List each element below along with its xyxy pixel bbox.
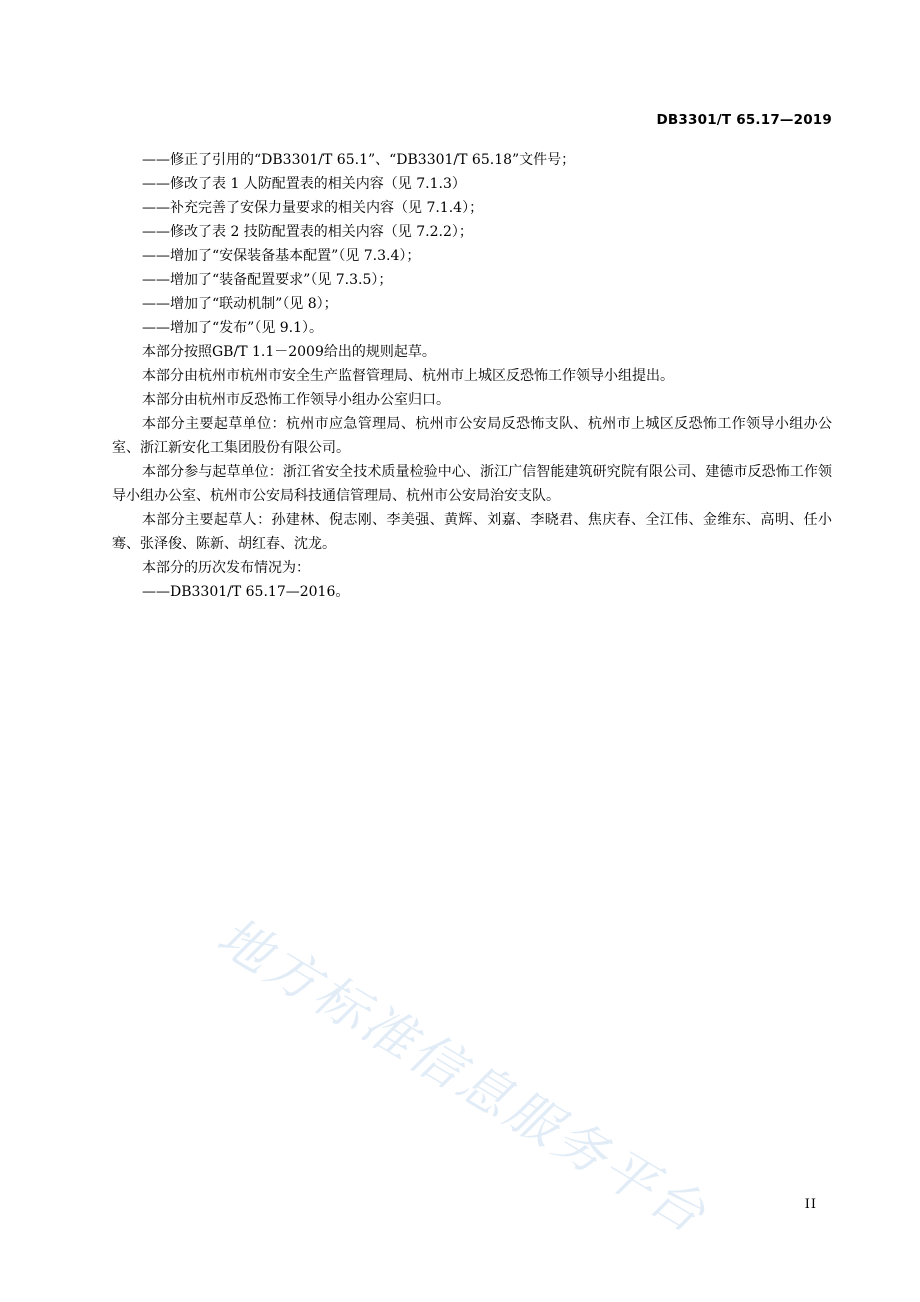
proposer-paragraph: 本部分由杭州市杭州市安全生产监督管理局、杭州市上城区反恐怖工作领导小组提出。 (142, 368, 674, 384)
watermark-text: 地方标准信息服务平台 (206, 906, 718, 1247)
change-item: ——修正了引用的“DB3301/T 65.1”、“DB3301/T 65.18”文件号； (142, 152, 576, 168)
change-item: ——增加了“装备配置要求”（见 7.3.5）； (142, 272, 393, 288)
change-item: ——增加了“发布”（见 9.1）。 (142, 320, 324, 336)
change-item: ——增加了“安保装备基本配置”（见 7.3.4）； (142, 248, 421, 264)
change-item: ——增加了“联动机制”（见 8）； (142, 296, 338, 312)
page-number: II (804, 1197, 817, 1212)
change-item: ——补充完善了安保力量要求的相关内容（见 7.1.4）； (142, 200, 484, 216)
document-code-header: DB3301/T 65.17—2019 (656, 112, 832, 128)
foreword-content (112, 148, 832, 604)
main-drafting-units-paragraph: 本部分主要起草单位：杭州市应急管理局、杭州市公安局反恐怖支队、杭州市上城区反恐怖工作领导小组办公室、浙江新安化工集团股份有限公司。 (112, 416, 832, 456)
main-drafters-paragraph: 本部分主要起草人：孙建林、倪志刚、李美强、黄辉、刘嘉、李晓君、焦庆春、全江伟、金维东、高明、任小骞、张泽俊、陈新、胡红春、沈龙。 (112, 512, 832, 552)
participating-units-paragraph: 本部分参与起草单位：浙江省安全技术质量检验中心、浙江广信智能建筑研究院有限公司、建德市反恐怖工作领导小组办公室、杭州市公安局科技通信管理局、杭州市公安局治安支队。 (112, 464, 832, 504)
change-item: ——修改了表 2 技防配置表的相关内容（见 7.2.2）； (142, 224, 473, 240)
history-item: ——DB3301/T 65.17—2016。 (142, 584, 350, 600)
release-history-heading: 本部分的历次发布情况为： (142, 560, 310, 576)
drafting-rules-paragraph: 本部分按照GB/T 1.1－2009给出的规则起草。 (142, 344, 436, 360)
change-item: ——修改了表 1 人防配置表的相关内容（见 7.1.3） (142, 176, 466, 192)
centralized-unit-paragraph: 本部分由杭州市反恐怖工作领导小组办公室归口。 (142, 392, 450, 408)
